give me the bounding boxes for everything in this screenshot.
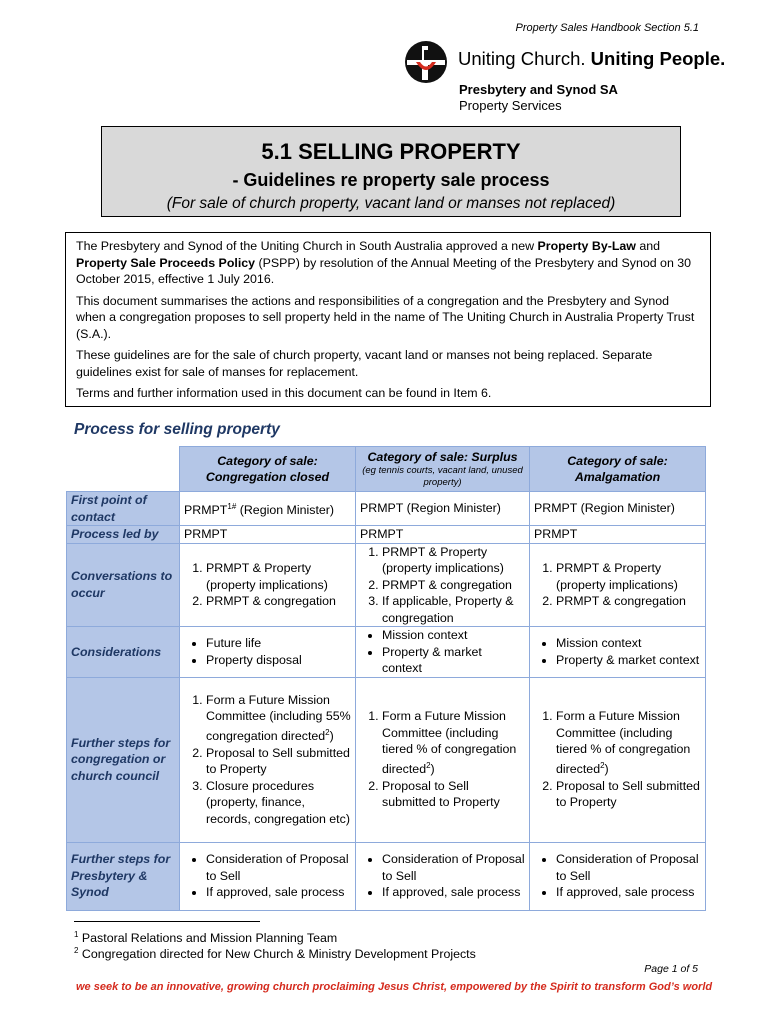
list-item: 2. Proposal to Sell submitted to Property	[556, 778, 701, 811]
title-box	[101, 126, 681, 217]
table-cell	[356, 543, 530, 627]
list-item: 1. PRMPT & Property (property implications)	[206, 560, 351, 593]
list-item: • Mission context	[382, 627, 525, 644]
row-header: First point of contact	[67, 492, 180, 526]
table-row	[67, 842, 706, 910]
list-item: • Consideration of Proposal to Sell	[206, 851, 351, 884]
table-cell: PRMPT (Region Minister)	[356, 492, 530, 526]
intro-text: and	[635, 239, 661, 253]
footnote-number: 1	[74, 930, 79, 939]
list-item-text: )	[430, 762, 435, 777]
table-cell: PRMPT	[180, 526, 356, 544]
list-item: • Property & market context	[382, 644, 525, 677]
intro-bold-term: Property Sale Proceeds Policy	[76, 255, 256, 270]
footnote-ref: 2	[426, 760, 431, 770]
table-cell: PRMPT	[530, 526, 706, 544]
header-section-label: Property Sales Handbook Section 5.1	[515, 22, 699, 34]
footnote-ref: 2	[600, 760, 605, 770]
footnote	[74, 930, 337, 945]
org-name: Presbytery and Synod SA	[459, 82, 618, 97]
list-item: 2. PRMPT & congregation	[382, 577, 525, 594]
list-item: • Mission context	[556, 635, 701, 652]
footnote-ref: 2	[325, 727, 330, 737]
row-header: Further steps for Presbytery & Synod	[67, 842, 180, 910]
table-cell: PRMPT	[356, 526, 530, 544]
column-header-label: Category of sale: Congregation closed	[205, 453, 330, 484]
numbered-list	[360, 544, 525, 627]
list-item-text: Form a Future Mission Committee (including 55% congregation directed	[206, 692, 351, 744]
page-subtitle: - Guidelines re property sale process	[232, 170, 550, 190]
column-header	[356, 447, 530, 492]
footnote-ref: 1#	[227, 501, 237, 511]
uniting-church-logo-icon	[404, 40, 448, 84]
list-item: 2. PRMPT & congregation	[206, 593, 351, 610]
intro-box	[65, 232, 711, 407]
footnote-text: Congregation directed for New Church & Ministry Development Projects	[78, 947, 476, 962]
table-cell	[530, 842, 706, 910]
table-cell	[180, 492, 356, 526]
row-header: Further steps for congregation or church council	[67, 677, 180, 842]
table-cell	[180, 677, 356, 842]
list-item: • Consideration of Proposal to Sell	[556, 851, 701, 884]
table-corner	[67, 447, 180, 492]
list-item: • Property & market context	[556, 652, 701, 669]
process-heading: Process for selling property	[74, 421, 280, 438]
row-header: Process led by	[67, 526, 180, 544]
table-row	[67, 627, 706, 678]
list-item: 3. Closure procedures (property, finance, records, congregation etc)	[206, 778, 351, 828]
page-number: Page 1 of 5	[644, 963, 698, 975]
numbered-list	[534, 708, 701, 810]
bullet-list	[184, 635, 351, 668]
list-item: 2. Proposal to Sell submitted to Property	[382, 778, 525, 811]
bullet-list	[534, 851, 701, 901]
footnote	[74, 946, 476, 961]
list-item	[556, 708, 701, 777]
table-cell	[180, 543, 356, 627]
table-cell	[530, 543, 706, 627]
brand-bold: Uniting People.	[590, 48, 726, 69]
column-header	[530, 447, 706, 492]
list-item-text: )	[604, 762, 609, 777]
table-header-row	[67, 447, 706, 492]
table-cell	[356, 627, 530, 678]
list-item	[382, 708, 525, 777]
brand-light: Uniting Church.	[458, 48, 586, 69]
page-title: 5.1 SELLING PROPERTY	[261, 139, 521, 164]
intro-bold-term: Property By-Law	[537, 239, 636, 253]
brand-slogan	[458, 48, 725, 70]
cell-text: PRMPT	[184, 502, 228, 517]
title-note: (For sale of church property, vacant land or manses not replaced)	[166, 195, 616, 212]
bullet-list	[360, 851, 525, 901]
intro-paragraph: This document summarises the actions and responsibilities of a congregation and the Presbytery and Synod when a congregation proposes to sell property held in the name of The Uniting Church in Australia Property Trust (S.A.).	[76, 293, 695, 341]
table-row	[67, 677, 706, 842]
intro-paragraph: These guidelines are for the sale of church property, vacant land or manses not being replaced. Separate guidelines exist for sale of manses for replacement.	[76, 348, 653, 379]
table-cell	[356, 677, 530, 842]
list-item: 1. PRMPT & Property (property implications)	[382, 544, 525, 577]
numbered-list	[184, 560, 351, 610]
list-item: 2. PRMPT & congregation	[556, 593, 701, 610]
table-row	[67, 526, 706, 544]
intro-text: (PSPP) by resolution of the Annual Meeting of the Presbytery and Synod on 30 October 2015, effective 1 July 2016.	[76, 255, 692, 286]
column-header-label: Category of sale: Amalgamation	[567, 453, 668, 484]
list-item: • If approved, sale process	[382, 884, 525, 901]
row-header: Conversations to occur	[67, 543, 180, 627]
footnote-divider	[74, 921, 260, 922]
column-header	[180, 447, 356, 492]
footnote-number: 2	[74, 946, 79, 955]
list-item: • Property disposal	[206, 652, 351, 669]
bullet-list	[360, 627, 525, 677]
list-item-text: Form a Future Mission Committee (including tiered % of congregation directed	[556, 709, 691, 777]
numbered-list	[184, 692, 351, 827]
list-item: 3. If applicable, Property & congregation	[382, 593, 525, 626]
table-cell	[530, 677, 706, 842]
intro-paragraph	[76, 238, 700, 288]
numbered-list	[360, 708, 525, 810]
column-header-note: (eg tennis courts, vacant land, unused property)	[362, 465, 523, 489]
cell-text: (Region Minister)	[236, 502, 335, 517]
table-row	[67, 543, 706, 627]
column-header-label: Category of sale: Surplus	[367, 449, 518, 464]
list-item: • If approved, sale process	[206, 884, 351, 901]
table-cell	[180, 842, 356, 910]
bullet-list	[184, 851, 351, 901]
table-cell	[356, 842, 530, 910]
numbered-list	[534, 560, 701, 610]
row-header: Considerations	[67, 627, 180, 678]
bullet-list	[534, 635, 701, 668]
table-cell: PRMPT (Region Minister)	[530, 492, 706, 526]
list-item: 1. PRMPT & Property (property implications)	[556, 560, 701, 593]
org-department: Property Services	[459, 98, 562, 113]
list-item: • Consideration of Proposal to Sell	[382, 851, 525, 884]
list-item-text: Form a Future Mission Committee (including tiered % of congregation directed	[382, 709, 517, 777]
list-item-text: )	[329, 729, 334, 744]
list-item: • Future life	[206, 635, 351, 652]
table-cell	[530, 627, 706, 678]
intro-paragraph: Terms and further information used in this document can be found in Item 6.	[76, 386, 492, 400]
process-table	[66, 446, 706, 911]
list-item: • If approved, sale process	[556, 884, 701, 901]
table-row	[67, 492, 706, 526]
list-item	[206, 692, 351, 745]
table-cell	[180, 627, 356, 678]
intro-text: The Presbytery and Synod of the Uniting Church in South Australia approved a new	[76, 239, 538, 253]
footer-tagline: we seek to be an innovative, growing church proclaiming Jesus Christ, empowered by the Spirit to transform God’s world	[76, 981, 713, 993]
list-item: 2. Proposal to Sell submitted to Property	[206, 745, 351, 778]
footnote-text: Pastoral Relations and Mission Planning Team	[78, 931, 338, 946]
